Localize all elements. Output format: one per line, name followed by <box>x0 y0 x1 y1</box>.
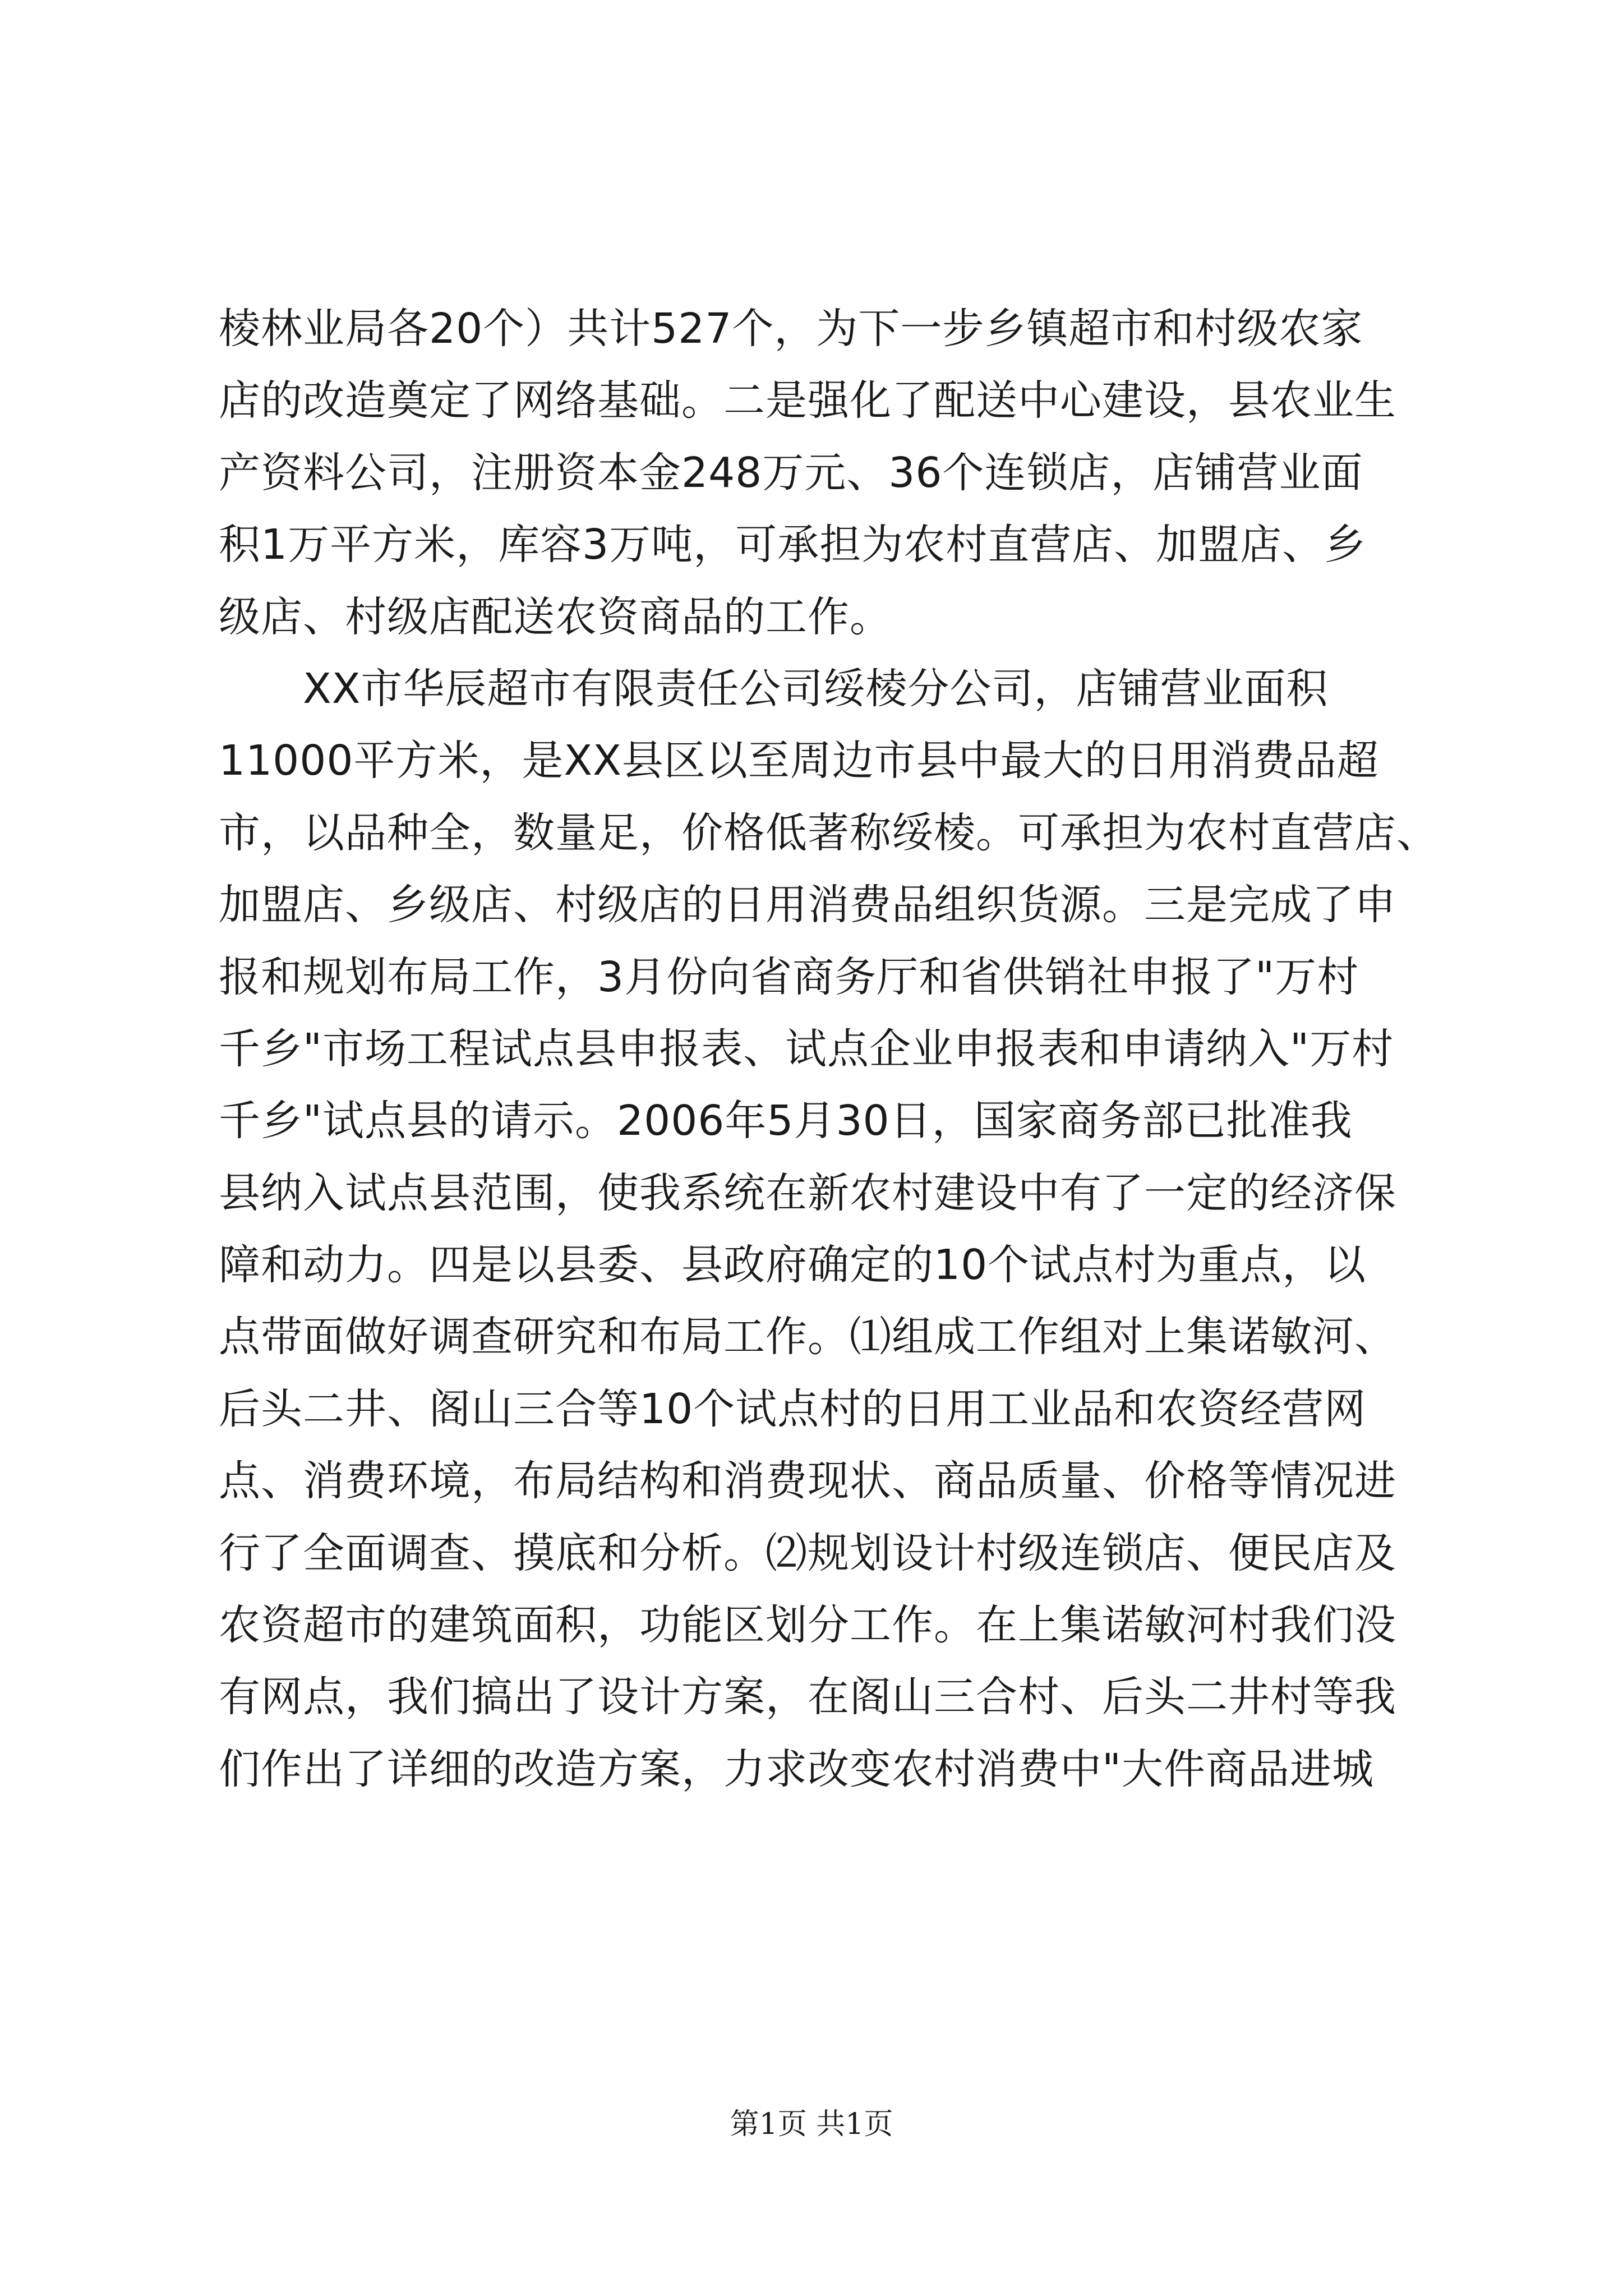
text-line: 11000平方米，是XX县区以至周边市县中最大的日用消费品超 <box>219 737 1379 785</box>
text-line: 们作出了详细的改造方案，力求改变农村消费中"大件商品进城 <box>219 1745 1375 1793</box>
text-line: 加盟店、乡级店、村级店的日用消费品组织货源。三是完成了申 <box>219 881 1396 930</box>
text-line: 积1万平方米，库容3万吨，可承担为农村直营店、加盟店、乡 <box>219 521 1367 569</box>
page-number-footer: 第1页 共1页 <box>730 2108 893 2141</box>
text-line: 点、消费环境，布局结构和消费现状、商品质量、价格等情况进 <box>219 1457 1396 1506</box>
body-text <box>219 293 1438 1805</box>
text-line: 市，以品种全，数量足，价格低著称绥棱。可承担为农村直营店、 <box>219 808 1438 857</box>
text-line: 产资料公司，注册资本金248万元、36个连锁店，店铺营业面 <box>219 448 1363 497</box>
text-line: 行了全面调查、摸底和分析。⑵规划设计村级连锁店、便民店及 <box>219 1529 1396 1577</box>
text-line: 县纳入试点县范围，使我系统在新农村建设中有了一定的经济保 <box>219 1168 1396 1217</box>
text-line: 千乡"市场工程试点县申报表、试点企业申报表和申请纳入"万村 <box>219 1024 1394 1073</box>
text-line: 级店、村级店配送农资商品的工作。 <box>219 592 892 641</box>
text-line: 点带面做好调查研究和布局工作。⑴组成工作组对上集诺敏河、 <box>219 1313 1396 1361</box>
text-line: 农资超市的建筑面积，功能区划分工作。在上集诺敏河村我们没 <box>219 1601 1396 1650</box>
text-line: 有网点，我们搞出了设计方案，在阁山三合村、后头二井村等我 <box>219 1673 1396 1722</box>
text-line: 千乡"试点县的请示。2006年5月30日，国家商务部已批准我 <box>219 1097 1353 1145</box>
text-line: XX市华辰超市有限责任公司绥棱分公司，店铺营业面积 <box>219 664 1329 713</box>
text-line: 障和动力。四是以县委、县政府确定的10个试点村为重点，以 <box>219 1241 1367 1290</box>
text-line: 店的改造奠定了网络基础。二是强化了配送中心建设，县农业生 <box>219 376 1396 425</box>
text-line: 后头二井、阁山三合等10个试点村的日用工业品和农资经营网 <box>219 1384 1367 1433</box>
text-line: 报和规划布局工作，3月份向省商务厅和省供销社申报了"万村 <box>219 953 1359 1001</box>
text-line: 棱林业局各20个）共计527个，为下一步乡镇超市和村级农家 <box>219 305 1363 353</box>
